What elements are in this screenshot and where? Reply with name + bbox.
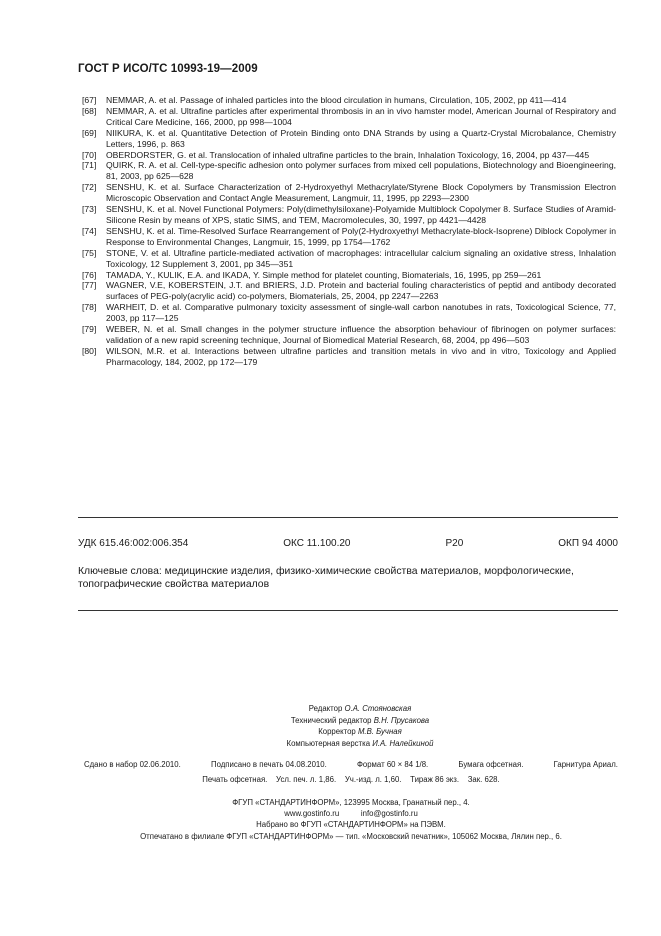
reference-number: [80] <box>82 345 97 356</box>
udk-code: УДК 615.46:002:006.354 <box>78 538 189 549</box>
reference-text: QUIRK, R. A. et al. Cell-type-specific adhesion onto polymer surfaces from mixed cell populations, Biotechnology and Bioengineering, 81, 2003, pp 625—628 <box>106 160 616 182</box>
reference-item <box>82 324 616 346</box>
reference-text: SENSHU, K. et al. Surface Characterization of 2-Hydroxyethyl Methacrylate/Styrene Block Copolymers by Transmission Electron Microscopic Observation and Contact Angle Measurement, Langmuir, 11, 1995, pp 2293—2300 <box>106 182 616 204</box>
reference-list <box>82 95 616 368</box>
reference-item <box>82 106 616 128</box>
reference-item <box>82 302 616 324</box>
credit-editor: Редактор О.А. Стояновская <box>308 704 412 713</box>
printed-note: Отпечатано в филиале ФГУП «СТАНДАРТИНФОРМ» — тип. «Московский печатник», 105062 Москва, Лялин пер., 6. <box>140 831 562 841</box>
reference-number: [67] <box>82 95 97 105</box>
press-type: Печать офсетная. <box>202 775 268 784</box>
reference-number: [73] <box>82 204 97 215</box>
reference-text: NEMMAR, A. et al. Passage of inhaled particles into the blood circulation in humans, Circulation, 105, 2002, pp 411—414 <box>106 95 567 105</box>
reference-item <box>82 226 616 248</box>
publisher-address: ФГУП «СТАНДАРТИНФОРМ», 123995 Москва, Гранатный пер., 4. <box>232 798 470 807</box>
reference-item <box>82 248 616 270</box>
reference-item <box>82 182 616 204</box>
set-date: Сдано в набор 02.06.2010. <box>84 760 181 769</box>
reference-number: [71] <box>82 160 97 171</box>
reference-number: [68] <box>82 105 97 116</box>
reference-number: [72] <box>82 182 97 193</box>
print-run: Тираж 86 экз. <box>410 775 460 784</box>
publisher-contacts: www.gostinfo.ru info@gostinfo.ru <box>284 809 418 819</box>
divider-bottom <box>78 610 618 611</box>
printed-sheets: Усл. печ. л. 1,86. <box>276 775 337 784</box>
reference-item <box>82 204 616 226</box>
divider-top <box>78 517 618 518</box>
oks-code: ОКС 11.100.20 <box>283 538 351 549</box>
reference-item <box>82 128 616 150</box>
reference-number: [78] <box>82 302 97 313</box>
keywords: Ключевые слова: медицинские изделия, физико-химические свойства материалов, морфологические, топографические свойства материалов <box>78 566 574 590</box>
print-info-line-1 <box>84 760 618 769</box>
reference-number: [79] <box>82 324 97 335</box>
typeface: Гарнитура Ариал. <box>553 760 618 769</box>
order-number: Зак. 628. <box>467 775 500 784</box>
reference-number: [75] <box>82 247 97 258</box>
reference-item <box>82 270 616 281</box>
page-header: ГОСТ Р ИСО/ТС 10993-19—2009 <box>78 63 258 75</box>
reference-item <box>82 150 616 161</box>
reference-text: SENSHU, K. et al. Time-Resolved Surface Rearrangement of Poly(2-Hydroxyethyl Methacrylate-block-Isoprene) Diblock Copolymer in Response to Environmental Changes, Langmuir, 15, 1999, pp 1754—1762 <box>106 225 616 247</box>
credits-block <box>220 703 500 749</box>
reference-number: [69] <box>82 127 97 138</box>
typeset-note: Набрано во ФГУП «СТАНДАРТИНФОРМ» на ПЭВМ. <box>256 820 446 830</box>
reference-number: [76] <box>82 269 97 280</box>
reference-text: SENSHU, K. et al. Novel Functional Polymers: Poly(dimethylsiloxane)-Polyamide Multiblock Copolymer 8. Surface Studies of Aramid-Silicone Resin by means of XPS, static SIMS, and TEM, Macromolecules, 30, 1997, pp 4421—4428 <box>106 204 616 225</box>
reference-item <box>82 95 616 106</box>
classification-row <box>78 538 618 549</box>
publishing-sheets: Уч.-изд. л. 1,60. <box>344 775 402 784</box>
reference-item <box>82 346 616 368</box>
reference-item <box>82 160 616 182</box>
group-code: Р20 <box>445 538 464 549</box>
reference-text: NEMMAR, A. et al. Ultrafine particles after experimental thrombosis in an in vivo hamster model, American Journal of Respiratory and Critical Care Medicine, 166, 2000, pp 998—1004 <box>106 105 616 127</box>
signed-date: Подписано в печать 04.08.2010. <box>210 760 327 769</box>
reference-item <box>82 280 616 302</box>
credit-tech-editor: Технический редактор В.Н. Прусакова <box>290 715 430 725</box>
print-info-line-2 <box>84 775 618 784</box>
format: Формат 60 × 84 1/8. <box>356 760 429 769</box>
reference-text: WAGNER, V.E, KOBERSTEIN, J.T. and BRIERS, J.D. Protein and bacterial fouling characteristics of peptid and antibody decorated surfaces of PEG-poly(acrylic acid) co-polymers, Biomaterials, 25, 2004, pp 2247—2263 <box>106 280 616 302</box>
publisher-block <box>84 797 618 842</box>
reference-text: TAMADA, Y., KULIK, E.A. and IKADA, Y. Simple method for platelet counting, Biomaterials, 16, 1995, pp 259—261 <box>106 269 542 280</box>
reference-number: [74] <box>82 225 97 236</box>
reference-number: [70] <box>82 149 97 160</box>
reference-text: NIIKURA, K. et al. Quantitative Detection of Protein Binding onto DNA Strands by using a Quartz-Crystal Microbalance, Chemistry Letters, 1996, p. 863 <box>106 127 616 149</box>
reference-text: OBERDORSTER, G. et al. Translocation of inhaled ultrafine particles to the brain, Inhalation Toxicology, 16, 2004, pp 437—445 <box>106 149 590 160</box>
okp-code: ОКП 94 4000 <box>558 538 618 549</box>
reference-text: STONE, V. et al. Ultrafine particle-mediated activation of macrophages: intracellular calcium signaling an oxidative stress, Inhalation Toxicology, 12 Supplement 3, 2001, pp 345—351 <box>106 247 616 269</box>
credit-corrector: Корректор М.В. Бучная <box>318 727 402 737</box>
credit-layout: Компьютерная верстка И.А. Налейкиной <box>286 738 434 748</box>
reference-text: WEBER, N. et al. Small changes in the polymer structure influence the absorption behaviour of fibrinogen on polymer surfaces: validation of a new rapid screening technique, Journal of Biomedical Material Research, 68, 2004, pp 496—503 <box>106 324 616 345</box>
reference-number: [77] <box>82 280 97 291</box>
paper: Бумага офсетная. <box>458 760 524 769</box>
reference-text: WARHEIT, D. et al. Comparative pulmonary toxicity assessment of single-wall carbon nanotubes in rats, Toxicological Science, 77, 2003, pp 117—125 <box>106 302 616 324</box>
reference-text: WILSON, M.R. et al. Interactions between ultrafine particles and transition metals in vivo and in vitro, Toxicology and Applied Pharmacology, 184, 2002, pp 172—179 <box>106 345 616 367</box>
